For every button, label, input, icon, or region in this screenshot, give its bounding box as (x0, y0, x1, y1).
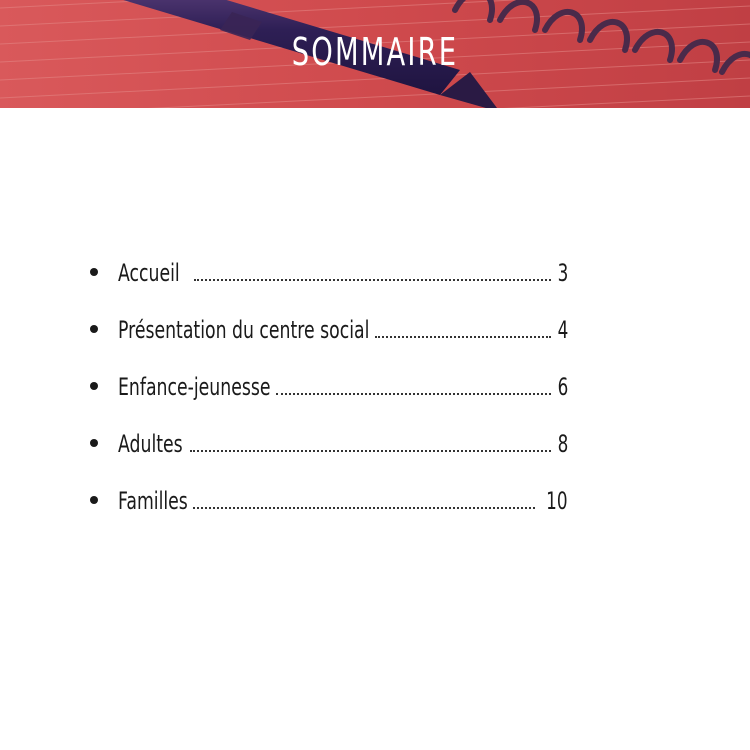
toc-item-page: 10 (546, 487, 568, 515)
toc-entry (118, 313, 568, 345)
toc-item[interactable] (88, 313, 568, 370)
toc-entry (118, 427, 568, 459)
dot-leader (276, 393, 551, 395)
toc-entry (118, 484, 568, 516)
toc-item-page: 4 (557, 316, 568, 344)
toc-item[interactable] (88, 427, 568, 484)
toc-item[interactable] (88, 256, 568, 313)
toc-entry (118, 256, 568, 288)
bullet-icon (90, 496, 98, 504)
toc-item-page: 6 (557, 373, 568, 401)
page-title: SOMMAIRE (291, 30, 459, 74)
toc-item-page: 3 (557, 259, 568, 287)
bullet-icon (90, 382, 98, 390)
toc-item-page: 8 (557, 430, 568, 458)
toc-item-label: Accueil (118, 259, 180, 287)
bullet-icon (90, 439, 98, 447)
toc-item-label: Présentation du centre social (118, 316, 370, 344)
table-of-contents (88, 256, 568, 541)
dot-leader (193, 507, 535, 509)
bullet-icon (90, 325, 98, 333)
toc-item-label: Enfance-jeunesse (118, 373, 271, 401)
dot-leader (375, 336, 551, 338)
bullet-icon (90, 268, 98, 276)
toc-item-label: Adultes (118, 430, 183, 458)
dot-leader (190, 450, 551, 452)
header-banner (0, 0, 750, 108)
dot-leader (194, 279, 551, 281)
toc-item[interactable] (88, 370, 568, 427)
toc-entry (118, 370, 568, 402)
toc-item-label: Familles (118, 487, 188, 515)
toc-item[interactable] (88, 484, 568, 541)
